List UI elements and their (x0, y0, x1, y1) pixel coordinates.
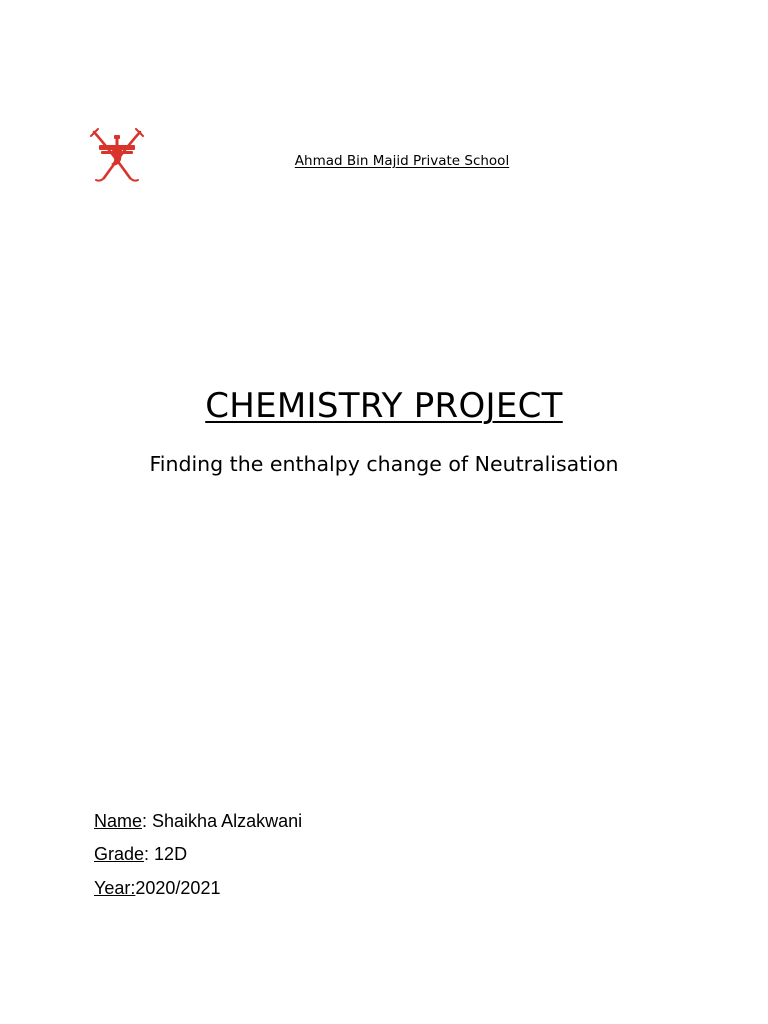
page-title (0, 386, 768, 426)
page-subtitle: Finding the enthalpy change of Neutralisation (149, 452, 619, 476)
year-label: Year: (94, 878, 136, 898)
year-value: 2020/2021 (135, 878, 221, 898)
student-name-row (94, 810, 302, 832)
student-year-row (94, 877, 220, 899)
school-name: Ahmad Bin Majid Private School (294, 153, 510, 169)
grade-separator: : (144, 844, 155, 864)
page-title-text: CHEMISTRY PROJECT (205, 386, 563, 426)
name-label: Name (94, 811, 143, 831)
name-separator: : (142, 811, 153, 831)
student-grade-row (94, 843, 187, 865)
grade-label: Grade (94, 844, 145, 864)
name-value: Shaikha Alzakwani (152, 811, 303, 831)
grade-value: 12D (154, 844, 188, 864)
